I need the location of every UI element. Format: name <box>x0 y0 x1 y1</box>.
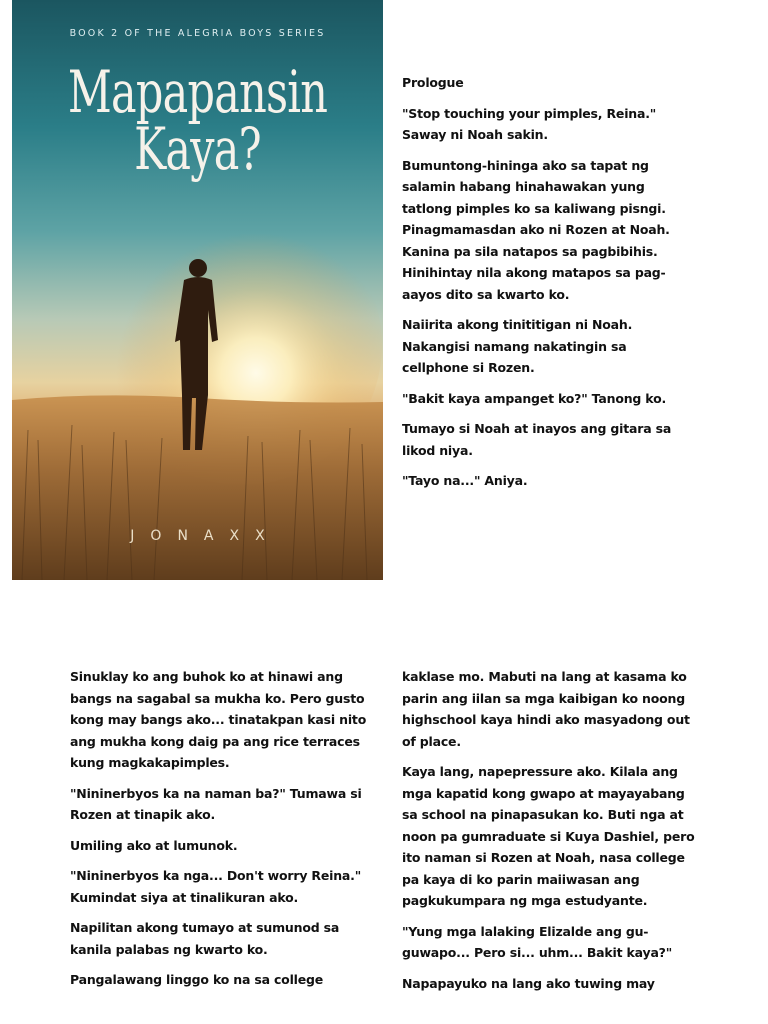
paragraph: Pangalawang linggo ko na sa college <box>70 972 324 987</box>
paragraph: "Nininerbyos ka na naman ba?" Tumawa si Rozen at tinapik ako. <box>70 785 362 822</box>
paragraph: Napilitan akong tumayo at sumunod sa kanila palabas ng kwarto ko. <box>70 920 340 957</box>
paragraph: "Tayo na..." Aniya. <box>402 473 528 488</box>
paragraph: "Nininerbyos ka nga... Don't worry Reina." Kumindat siya at tinalikuran ako. <box>70 868 362 905</box>
paragraph: kaklase mo. Mabuti na lang at kasama ko parin ang iilan sa mga kaibigan ko noong highschool kaya hindi ako masyadong out of place. <box>402 669 690 749</box>
paragraph: Sinuklay ko ang buhok ko at hinawi ang bangs na sagabal sa mukha ko. Pero gusto kong may bangs ako... tinatakpan kasi nito ang mukha kong daig pa ang rice terraces kung magkakapimples. <box>70 669 367 770</box>
paragraph: Bumuntong-hininga ako sa tapat ng salamin habang hinahawakan yung tatlong pimples ko sa kaliwang pisngi. Pinagmamasdan ako ni Rozen at Noah. Kanina pa sila natapos sa pagbibihis. Hinihintay nila akong matapos sa pag-aayos dito sa kwarto ko. <box>402 157 670 302</box>
paragraph: "Stop touching your pimples, Reina." Saway ni Noah sakin. <box>402 105 657 142</box>
prologue-text <box>402 72 692 501</box>
author-name: JONAXX <box>130 528 281 544</box>
paragraph: Napapayuko na lang ako tuwing may <box>402 975 655 991</box>
series-label: BOOK 2 OF THE ALEGRIA BOYS SERIES <box>69 28 326 39</box>
paragraph: Naiirita akong tinititigan ni Noah. Nakangisi namang nakatingin sa cellphone si Rozen. <box>402 317 633 375</box>
prologue-heading: Prologue <box>402 75 464 90</box>
cover-title-line2: Kaya? <box>134 114 261 183</box>
book-cover-image <box>12 0 383 580</box>
paragraph: "Bakit kaya ampanget ko?" Tanong ko. <box>402 390 667 406</box>
paragraph: "Yung mga lalaking Elizalde ang gu-guwapo... Pero si... uhm... Bakit kaya?" <box>402 923 673 960</box>
left-column-text <box>70 666 370 1000</box>
paragraph: Kaya lang, napepressure ako. Kilala ang mga kapatid kong gwapo at mayayabang sa school na pinapasukan ko. Buti nga at noon pa gumraduate si Kuya Dashiel, pero ito naman si Rozen at Noah, nasa college pa kaya di ko parin maiiwasan ang pagkukumpara ng mga estudyante. <box>402 764 695 908</box>
cover-title <box>60 58 335 183</box>
paragraph: Tumayo si Noah at inayos ang gitara sa likod niya. <box>402 421 672 458</box>
paragraph: Umiling ako at lumunok. <box>70 837 238 853</box>
right-column-text <box>402 666 702 1003</box>
cover-title-line1: Mapapansin <box>67 58 328 126</box>
